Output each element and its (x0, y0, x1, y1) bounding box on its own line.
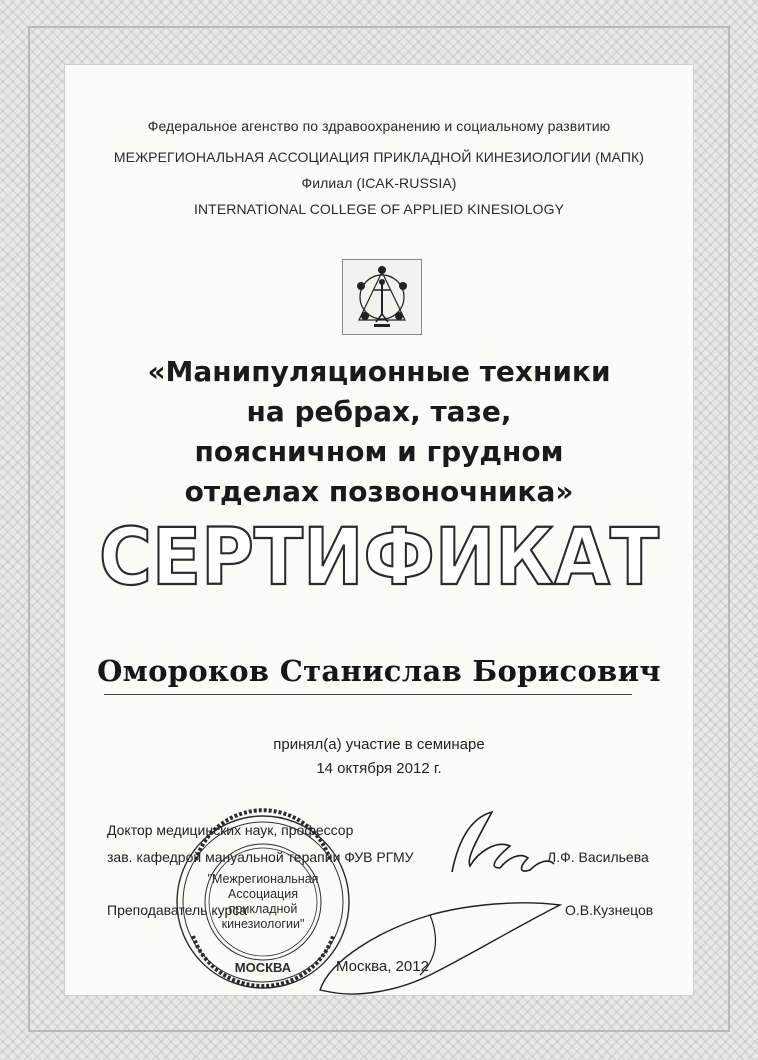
place-and-year: Москва, 2012 (336, 958, 429, 975)
recipient-name: Омороков Станислав Борисович (97, 654, 661, 688)
header-agency: Федеральное агенство по здравоохранению и социальному развитию (147, 118, 611, 134)
stamp-text-line-3: прикладной (228, 902, 298, 916)
seminar-title-line-1: «Манипуляционные техники (147, 355, 611, 388)
stamp-city: МОСКВА (234, 960, 292, 975)
signer1-title-line1: Доктор медицинских наук, профессор (107, 822, 354, 838)
seminar-title-line-3: поясничном и грудном (194, 435, 564, 468)
header-association: МЕЖРЕГИОНАЛЬНАЯ АССОЦИАЦИЯ ПРИКЛАДНОЙ КИНЕЗИОЛОГИИ (МАПК) (113, 149, 645, 165)
participation-text: принял(а) участие в семинаре (273, 736, 485, 753)
seminar-title-line-2: на ребрах, тазе, (246, 395, 512, 428)
certificate-word: СЕРТИФИКАТ (99, 513, 659, 598)
seminar-date: 14 октября 2012 г. (316, 760, 442, 777)
association-logo (342, 259, 422, 335)
stamp-text-line-4: кинезиологии" (221, 917, 305, 931)
header-branch: Филиал (ICAK-RUSSIA) (301, 175, 457, 191)
signer1-name: Л.Ф. Васильева (547, 849, 649, 865)
stamp-text-line-2: Ассоциация (228, 887, 298, 901)
header-college: INTERNATIONAL COLLEGE OF APPLIED KINESIOLOGY (193, 201, 565, 217)
recipient-name-underline (104, 694, 632, 695)
seminar-title-line-4: отделах позвоночника» (184, 475, 574, 508)
signer2-title: Преподаватель курса (107, 902, 248, 918)
seminar-title (0, 352, 758, 512)
certificate-heading (95, 508, 663, 598)
signer2-name: О.В.Кузнецов (565, 902, 654, 918)
stamp-text-line-1: "Межрегиональная (207, 872, 319, 886)
signer1-title-line2: зав. кафедрой мануальной терапии ФУВ РГМУ (107, 849, 414, 865)
